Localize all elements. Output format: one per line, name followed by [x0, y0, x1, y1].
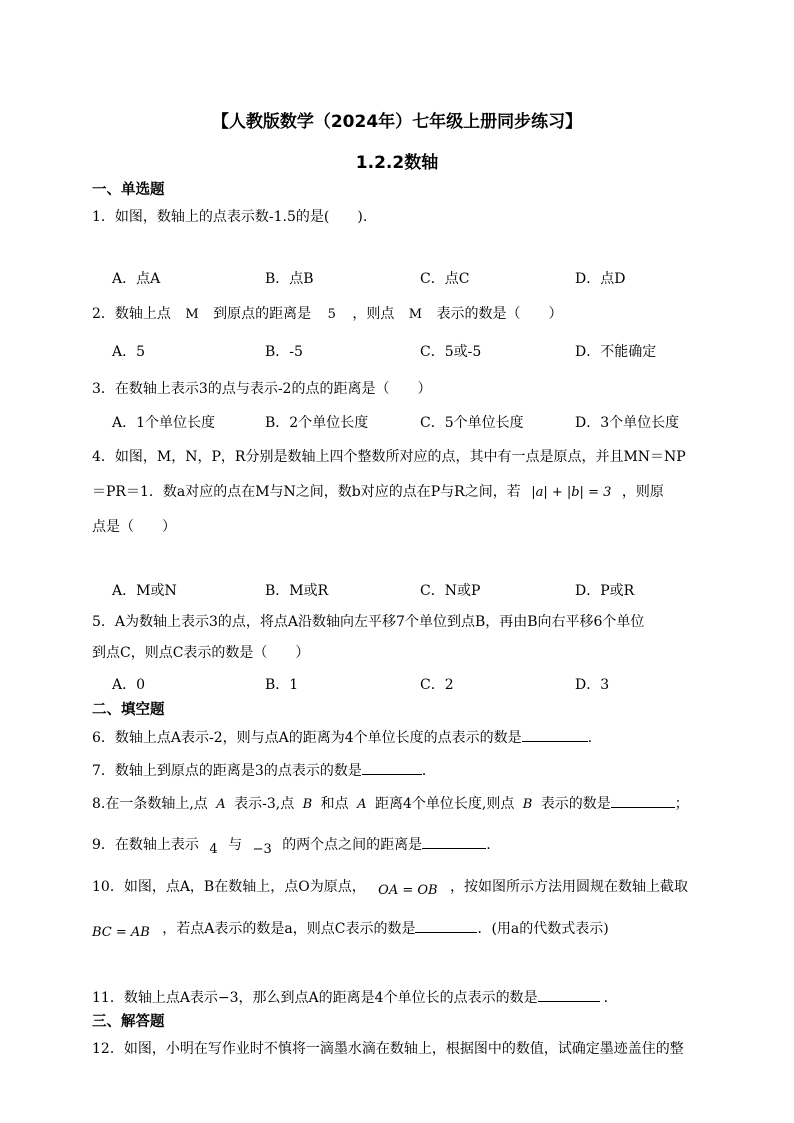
q9-part: 与	[228, 837, 243, 853]
section-heading-solve: 三、解答题	[92, 1014, 165, 1030]
q8-part: 表示-3,点	[234, 796, 295, 812]
q8-part: 和点	[320, 796, 349, 812]
q9-end: .	[486, 837, 491, 853]
q10-part: ，按如图所示方法用圆规在数轴上截取	[450, 879, 689, 895]
answer-blank	[415, 918, 477, 933]
section-subtitle: 1.2.2数轴	[355, 153, 439, 173]
question-10-line-2	[92, 918, 609, 939]
question-3-option-d: D．3个单位长度	[575, 415, 680, 431]
q9-num-neg3: −3	[252, 842, 272, 857]
q6-end: .	[587, 730, 593, 746]
q2-var-m: M	[408, 307, 423, 322]
q2-part: 2．数轴上点	[92, 306, 171, 322]
question-12-text: 12．如图，小明在写作业时不慎将一滴墨水滴在数轴上，根据图中的数值，试确定墨迹盖住的整	[92, 1041, 684, 1057]
question-4-line-1: 4．如图，M，N，P，R分别是数轴上四个整数所对应的点，其中有一点是原点，并且MN＝NP	[92, 449, 686, 465]
answer-blank	[362, 760, 422, 775]
q9-part: 的两个点之间的距离是	[282, 837, 423, 853]
question-2-option-c: C．5或-5	[420, 344, 482, 360]
q11-end: .	[603, 990, 609, 1006]
question-6-text	[92, 727, 592, 747]
q8-end: ；	[674, 796, 689, 812]
question-5-option-b: B．1	[265, 677, 299, 693]
q8-part: 表示的数是	[540, 796, 611, 812]
question-11-text	[92, 987, 608, 1007]
question-1-option-b: B．点B	[265, 271, 314, 287]
question-3-option-b: B．2个单位长度	[265, 415, 369, 431]
q4-formula: |a| + |b| = 3	[531, 485, 612, 500]
question-1-text: 1．如图，数轴上的点表示数-1.5的是( ).	[92, 209, 368, 225]
q4-part: ＝PR＝1．数a对应的点在M与N之间，数b对应的点在P与R之间，若	[92, 484, 521, 500]
section-heading-fill-blank: 二、填空题	[92, 702, 165, 718]
question-5-line-1: 5．A为数轴上表示3的点，将点A沿数轴向左平移7个单位到点B，再由B向右平移6个单位	[92, 614, 645, 630]
q9-num-4: 4	[209, 842, 218, 857]
q4-part: ，则原	[621, 484, 664, 500]
q9-part: 9．在数轴上表示	[92, 837, 199, 853]
q8-var-a: A	[357, 797, 367, 812]
document-title: 【人教版数学（2024年）七年级上册同步练习】	[211, 112, 583, 132]
question-5-option-a: A．0	[112, 677, 146, 693]
q10-part: ，若点A表示的数是a，则点C表示的数是	[162, 921, 416, 937]
question-4-option-b: B．M或R	[265, 583, 329, 599]
question-2-text	[92, 305, 563, 324]
q8-var-a: A	[216, 797, 226, 812]
q2-part: ，则点	[352, 306, 395, 322]
q8-var-b: B	[522, 797, 533, 812]
question-1-option-c: C．点C	[420, 271, 470, 287]
question-4-line-2	[92, 483, 664, 502]
question-5-option-d: D．3	[575, 677, 610, 693]
q11-part: 11．数轴上点A表示−3，那么到点A的距离是4个单位长的点表示的数是	[92, 990, 538, 1006]
q10-formula-oa-ob: OA = OB	[378, 883, 438, 898]
question-3-option-a: A．1个单位长度	[112, 415, 216, 431]
q7-part: 7．数轴上到原点的距离是3的点表示的数是	[92, 763, 362, 779]
question-3-text: 3．在数轴上表示3的点与表示-2的点的距离是（ ）	[92, 381, 432, 397]
q2-part: 到原点的距离是	[213, 306, 312, 322]
q10-part: 10．如图，点A，B在数轴上，点O为原点，	[92, 879, 366, 895]
q2-var-m: M	[185, 307, 199, 322]
q2-part: 表示的数是（ ）	[436, 306, 563, 322]
answer-blank	[522, 727, 588, 742]
q6-part: 6．数轴上点A表示-2，则与点A的距离为4个单位长度的点表示的数是	[92, 730, 522, 746]
q7-end: ．	[421, 763, 436, 779]
question-8-text	[92, 793, 689, 814]
question-5-line-2: 到点C，则点C表示的数是（ ）	[92, 645, 310, 661]
question-4-option-c: C．N或P	[420, 583, 481, 599]
answer-blank	[422, 834, 486, 849]
q8-var-b: B	[302, 797, 313, 812]
question-4-option-d: D．P或R	[575, 583, 635, 599]
question-2-option-a: A．5	[112, 344, 146, 360]
question-2-option-d: D．不能确定	[575, 344, 657, 360]
q10-formula-bc-ab: BC = AB	[92, 925, 150, 940]
answer-blank	[538, 987, 600, 1002]
section-heading-single-choice: 一、单选题	[92, 182, 165, 198]
answer-blank	[611, 793, 675, 808]
q2-num-5: 5	[327, 307, 336, 322]
question-4-option-a: A．M或N	[112, 583, 177, 599]
question-4-line-3: 点是（ ）	[92, 519, 176, 535]
question-7-text	[92, 760, 436, 780]
question-3-option-c: C．5个单位长度	[420, 415, 524, 431]
q10-part: ．(用a的代数式表示)	[477, 921, 609, 937]
question-1-option-a: A．点A	[112, 271, 161, 287]
q8-part: 距离4个单位长度,则点	[374, 796, 515, 812]
question-9-text	[92, 834, 491, 855]
q8-part: 8.在一条数轴上,点	[92, 796, 208, 812]
question-1-option-d: D．点D	[575, 271, 626, 287]
question-2-option-b: B．-5	[265, 344, 303, 360]
question-5-option-c: C．2	[420, 677, 454, 693]
question-10-line-1	[92, 878, 688, 897]
